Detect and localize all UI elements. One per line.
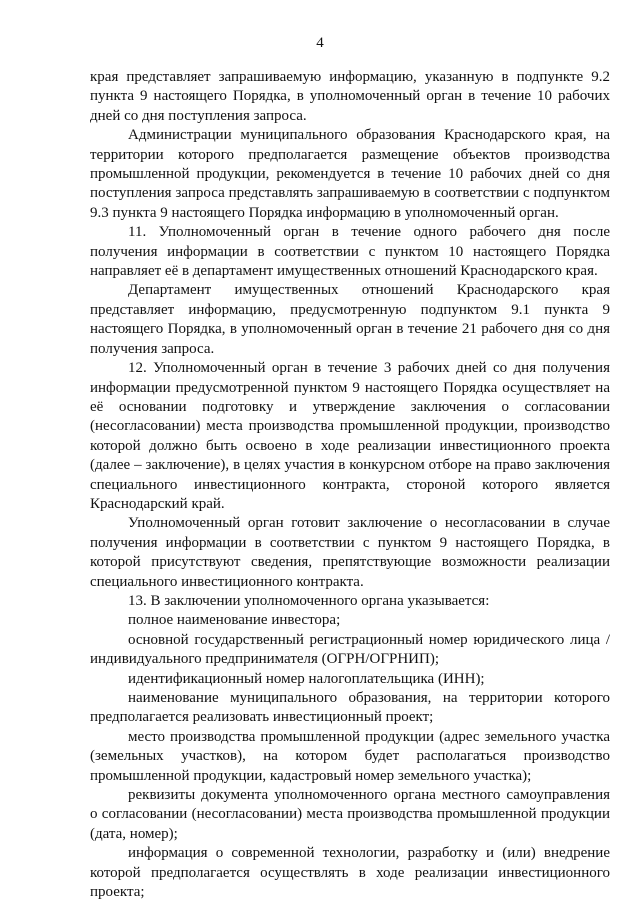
- page-number: 4: [316, 35, 324, 51]
- paragraph-item-12: 12. Уполномоченный орган в течение 3 рабочих дней со дня получения информации предусмотренной пунктом 9 настоящего Порядка осуществляет на её основании подготовку и утверждение заключения о согласовании (несогласовании) места производства промышленной продукции, производство которой должно быть освоено в ходе реализации инвестиционного проекта (далее – заключение), в целях участия в конкурсном отборе на право заключения специального инвестиционного контракта, стороной которого является Краснодарский край.: [90, 360, 610, 512]
- paragraph-non-approval: Уполномоченный орган готовит заключение о несогласовании в случае получения информации в соответствии с пунктом 9 настоящего Порядка, в которой присутствуют сведения, препятствующие возможности реализации специального инвестиционного контракта.: [90, 515, 610, 590]
- list-item-document-details: реквизиты документа уполномоченного органа местного самоуправления о согласовании (несогласовании) места производства промышленной продукции (дата, номер);: [90, 787, 610, 842]
- list-item-technology-info: информация о современной технологии, разработку и (или) внедрение которой предполагается осуществлять в ходе реализации инвестиционного проекта;: [90, 845, 610, 901]
- list-item-municipality: наименование муниципального образования, на территории которого предполагается реализовать инвестиционный проект;: [90, 690, 610, 726]
- paragraph-municipal-administrations: Администрации муниципального образования Краснодарского края, на территории которого предполагается размещение объектов производства промышленной продукции, рекомендуется в течение 10 рабочих дней со дня поступления запроса представлять запрашиваемую в соответствии с подпунктом 9.3 пункта 9 настоящего Порядка информацию в уполномоченный орган.: [90, 127, 610, 221]
- paragraph-item-11: 11. Уполномоченный орган в течение одного рабочего дня после получения информации в соответствии с пунктом 10 настоящего Порядка направляет её в департамент имущественных отношений Краснодарского края.: [90, 224, 610, 280]
- list-item-inn: идентификационный номер налогоплательщика (ИНН);: [128, 670, 485, 687]
- paragraph-item-13: 13. В заключении уполномоченного органа указывается:: [128, 592, 490, 609]
- document-body: [90, 68, 610, 902]
- paragraph-property-department: Департамент имущественных отношений Краснодарского края представляет информацию, предусмотренную подпунктом 9.1 пункта 9 настоящего Порядка, в уполномоченный орган в течение 21 рабочего дня со дня получения запроса.: [90, 282, 610, 357]
- list-item-investor-name: полное наименование инвестора;: [128, 612, 341, 629]
- list-item-production-site: место производства промышленной продукции (адрес земельного участка (земельных участков), на котором будет располагаться производство промышленной продукции, кадастровый номер земельного участка);: [90, 728, 610, 784]
- list-item-ogrn: основной государственный регистрационный номер юридического лица / индивидуального предпринимателя (ОГРН/ОГРНИП);: [90, 631, 610, 668]
- paragraph-continuation: края представляет запрашиваемую информацию, указанную в подпункте 9.2 пункта 9 настоящего Порядка, в уполномоченный орган в течение 10 рабочих дней со дня поступления запроса.: [90, 69, 610, 124]
